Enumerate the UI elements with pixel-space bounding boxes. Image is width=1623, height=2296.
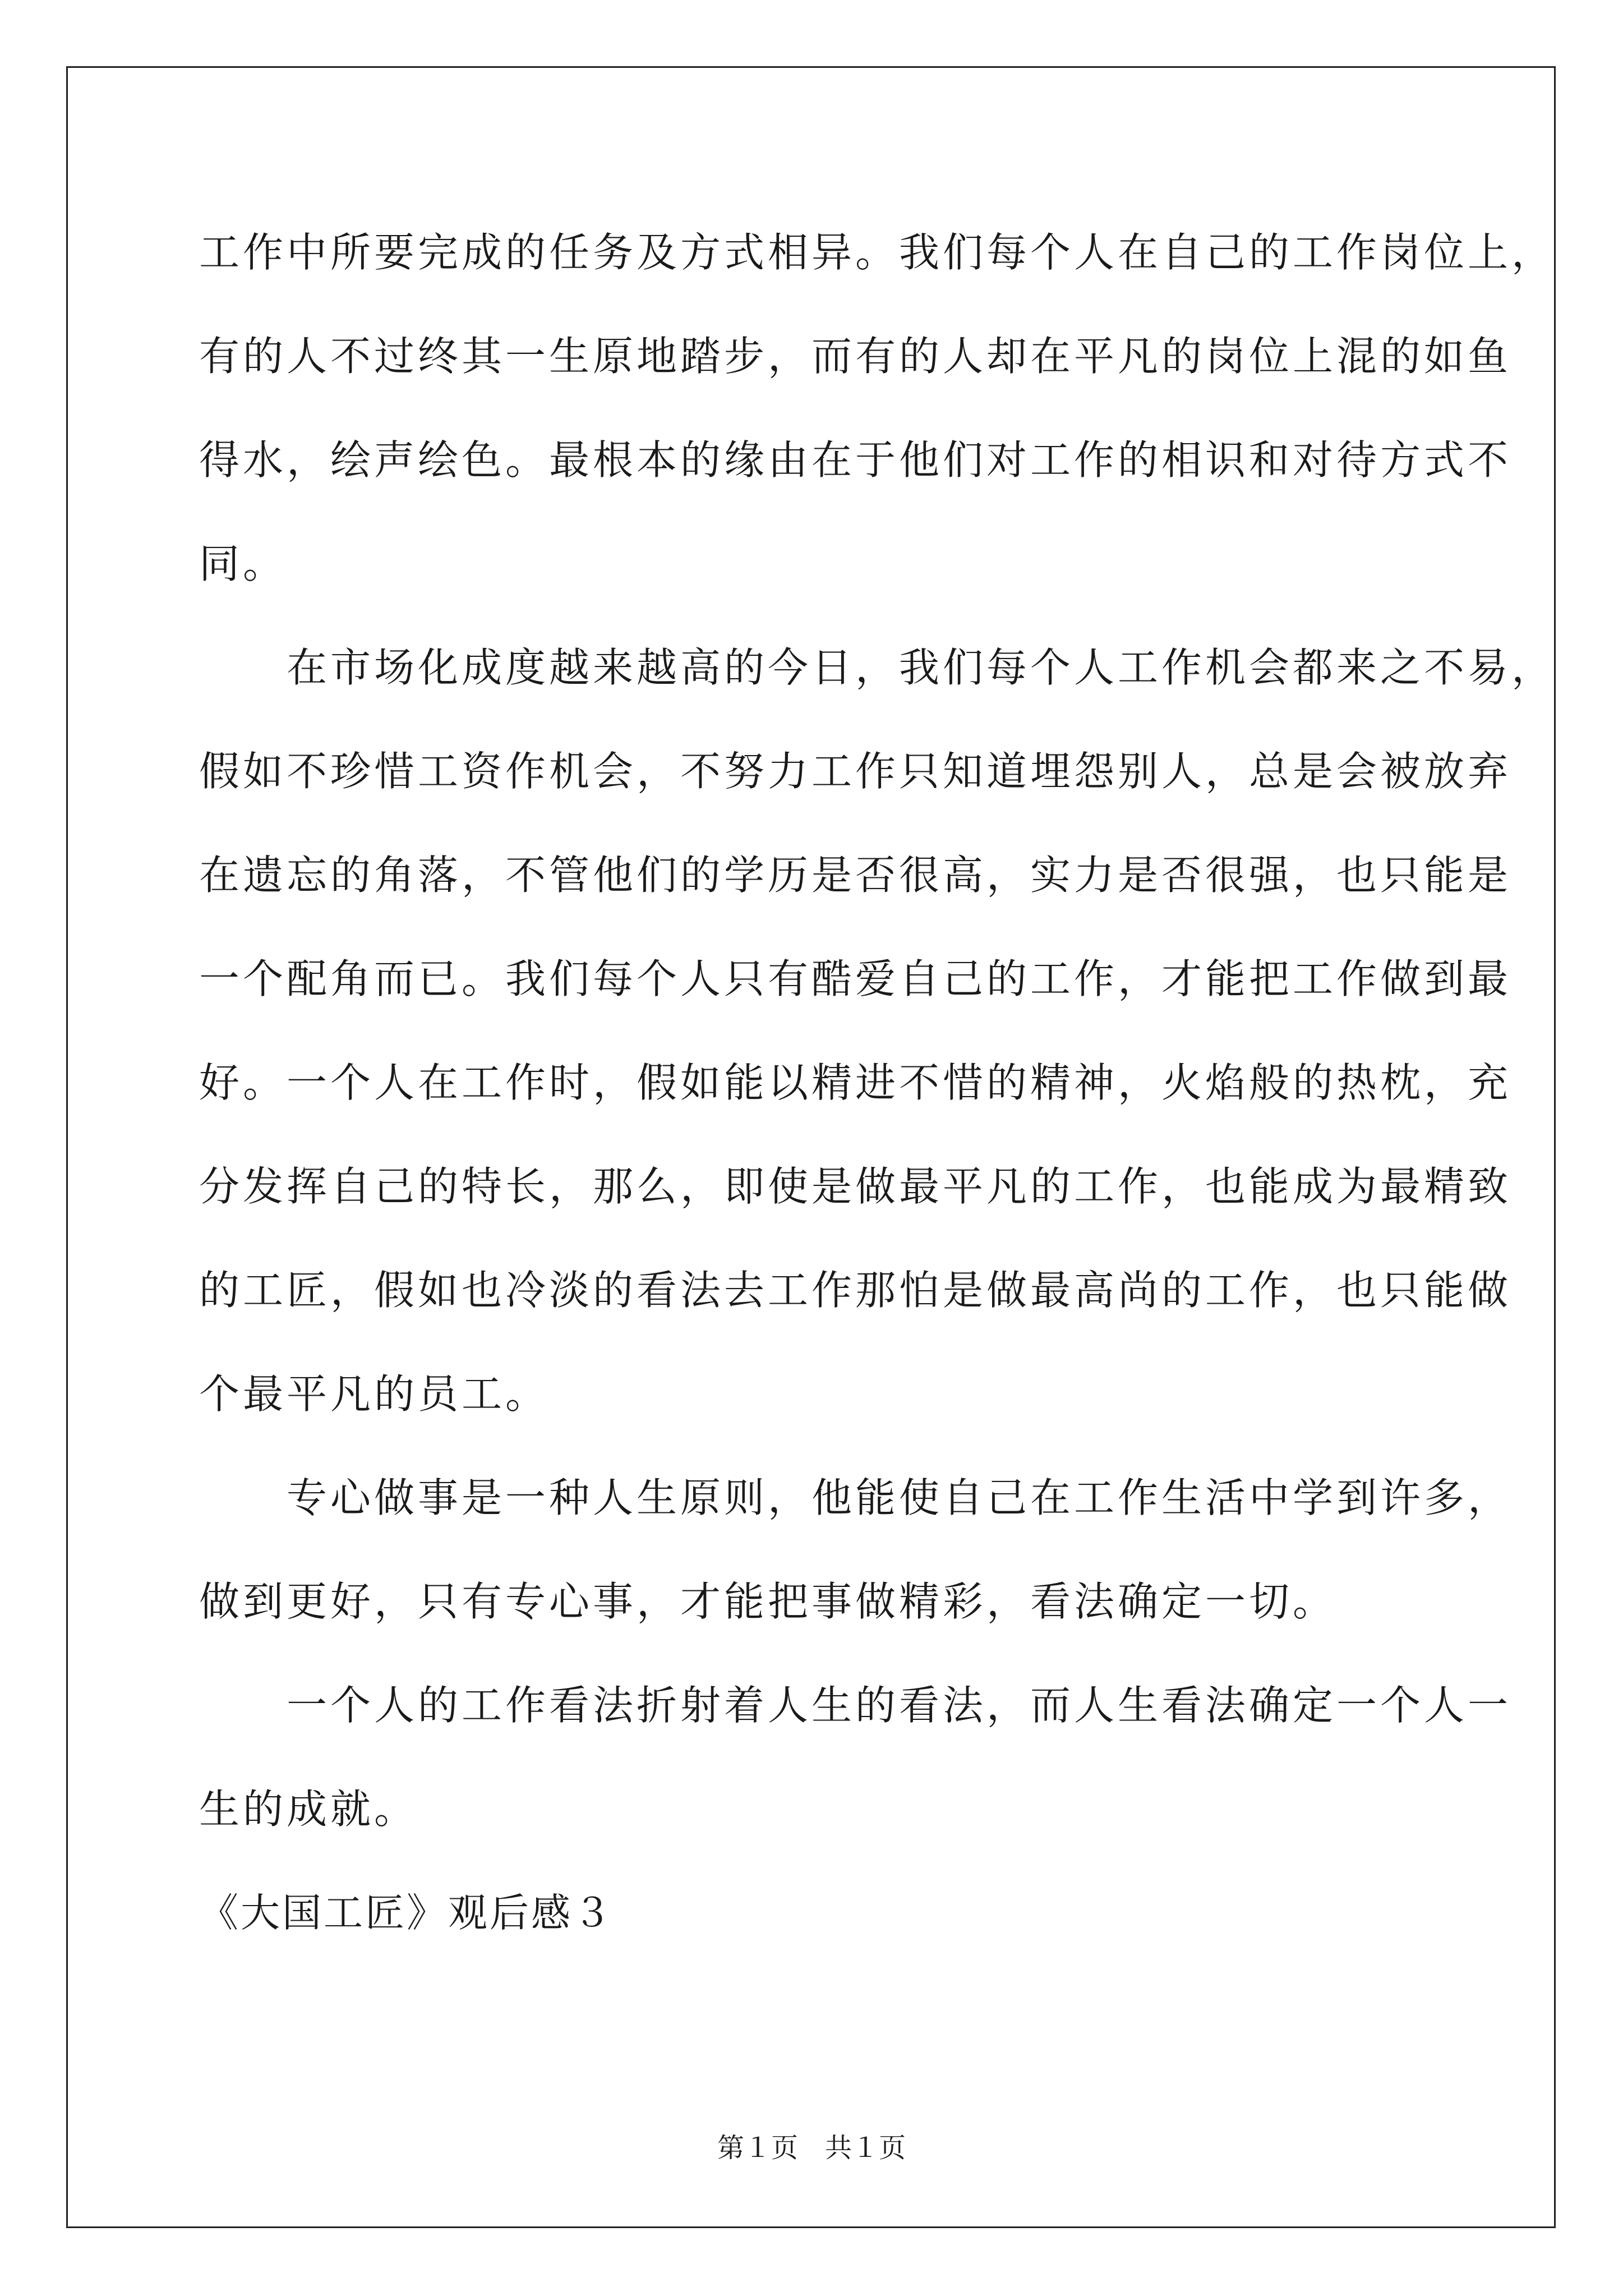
text-line: 工作中所要完成的任务及方式相异。我们每个人在自己的工作岗位上，: [199, 229, 1556, 276]
section-title: 《大国工匠》观后感３: [199, 1890, 614, 1936]
text-line: 好。一个人在工作时，假如能以精进不惜的精神，火焰般的热枕，充: [199, 1059, 1512, 1106]
text-line: 有的人不过终其一生原地踏步，而有的人却在平凡的岗位上混的如鱼: [199, 333, 1512, 380]
page-footer: 第１页 共１页: [717, 2132, 906, 2164]
text-line: 假如不珍惜工资作机会，不努力工作只知道埋怨别人，总是会被放弃: [199, 748, 1512, 795]
text-line: 一个配角而已。我们每个人只有酷爱自己的工作，才能把工作做到最: [199, 955, 1512, 1002]
text-line: 一个人的工作看法折射着人生的看法，而人生看法确定一个人一: [199, 1682, 1512, 1729]
text-line: 个最平凡的员工。: [199, 1370, 550, 1418]
text-line: 分发挥自己的特长，那么，即使是做最平凡的工作，也能成为最精致: [199, 1163, 1512, 1210]
text-line: 得水，绘声绘色。最根本的缘由在于他们对工作的相识和对待方式不: [199, 436, 1512, 484]
text-line: 做到更好，只有专心事，才能把事做精彩，看法确定一切。: [199, 1578, 1337, 1625]
document-body: [199, 216, 1556, 1972]
text-line: 的工匠，假如也冷淡的看法去工作那怕是做最高尚的工作，也只能做: [199, 1267, 1512, 1314]
text-line: 在遗忘的角落，不管他们的学历是否很高，实力是否很强，也只能是: [199, 852, 1512, 899]
text-line: 在市场化成度越来越高的今日，我们每个人工作机会都来之不易，: [199, 644, 1556, 691]
text-line: 专心做事是一种人生原则，他能使自己在工作生活中学到许多，: [199, 1474, 1512, 1521]
text-line: 生的成就。: [199, 1786, 418, 1833]
text-line: 同。: [199, 540, 287, 587]
